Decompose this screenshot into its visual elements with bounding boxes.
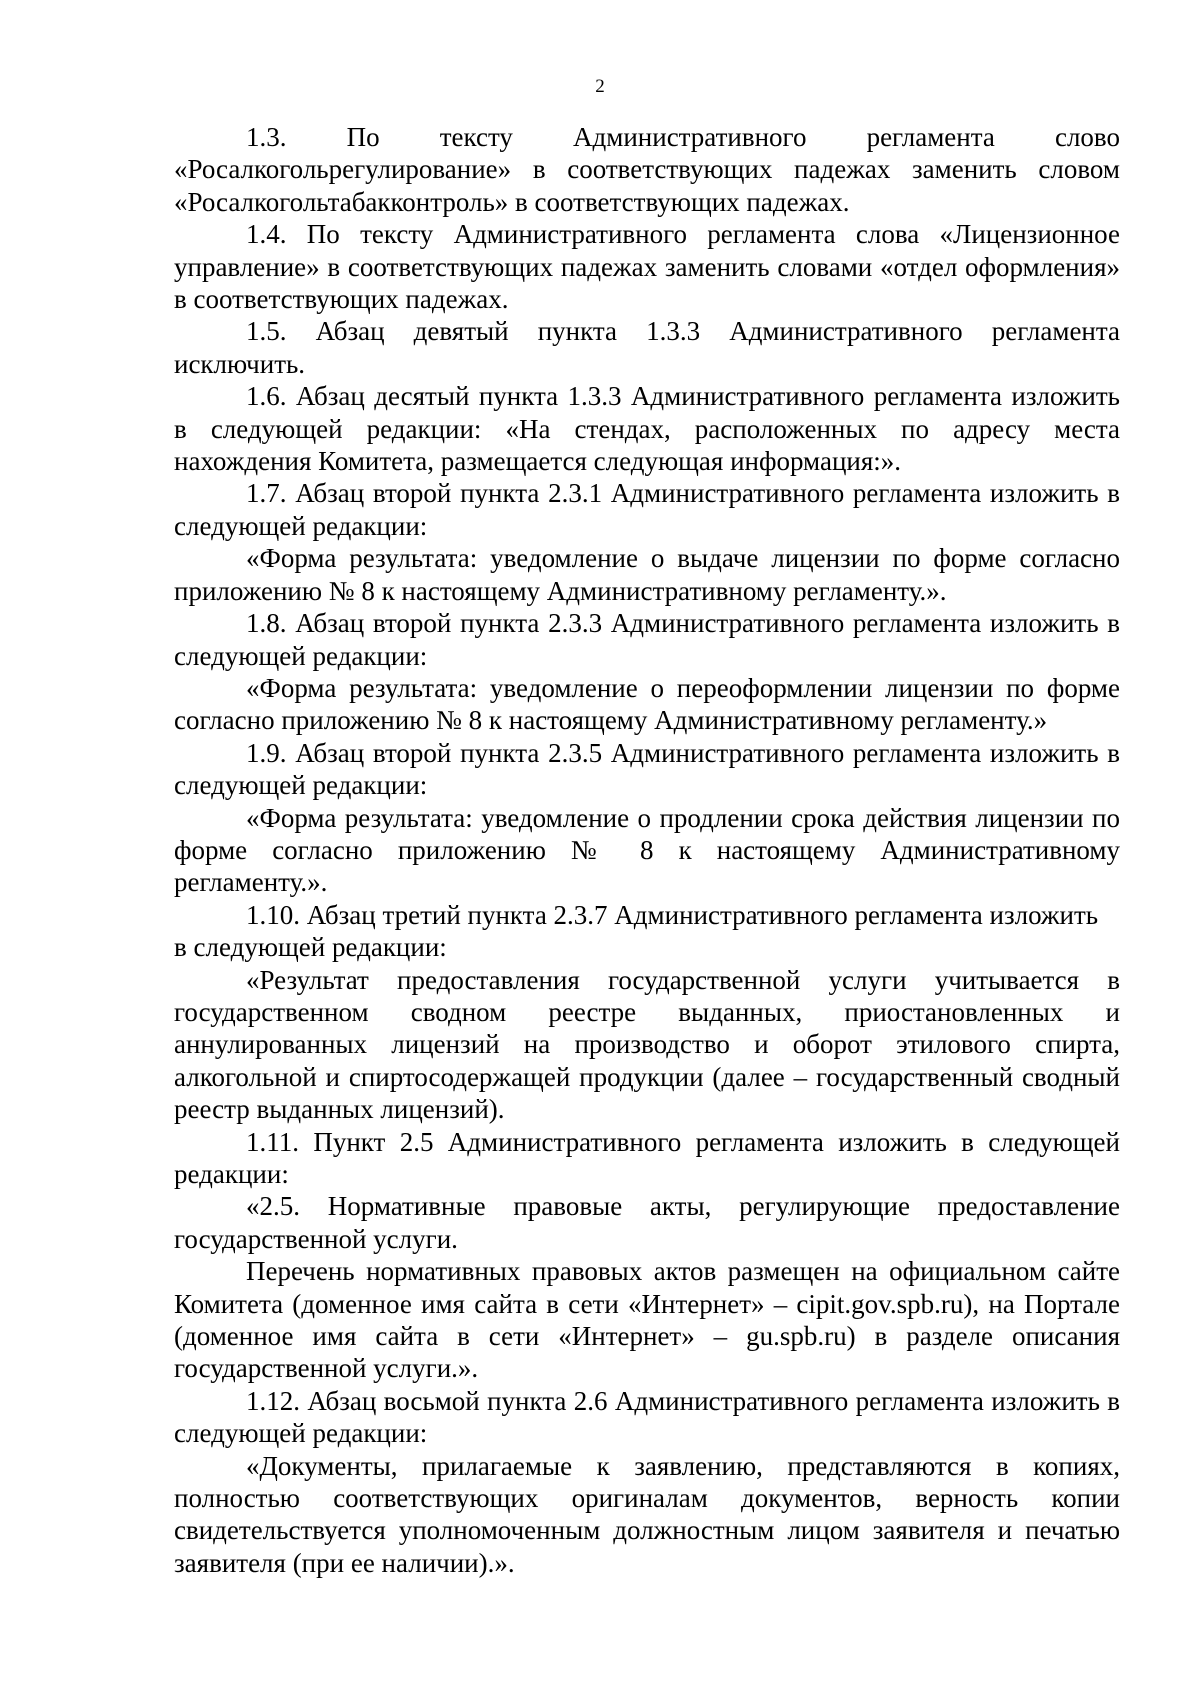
paragraph-1-8-quote: «Форма результата: уведомление о переоформлении лицензии по форме согласно приложению № 8 к настоящему Административному регламенту.» [174,672,1120,736]
paragraph-1-5: 1.5. Абзац девятый пункта 1.3.3 Административного регламента исключить. [174,316,1120,379]
paragraph-1-9-quote: «Форма результата: уведомление о продлении срока действия лицензии по форме согласно приложению № 8 к настоящему Административному регламенту.». [174,802,1120,898]
paragraph-1-10: 1.10. Абзац третий пункта 2.3.7 Административного регламента изложить [246,899,1099,930]
paragraph-1-11: 1.11. Пункт 2.5 Административного регламента изложить в следующей редакции: [174,1126,1120,1189]
paragraph-1-12: 1.12. Абзац восьмой пункта 2.6 Административного регламента изложить в следующей редакции: [174,1385,1120,1449]
paragraph-1-10-continuation: в следующей редакции: [174,932,447,963]
paragraph-2-5-heading: «2.5. Нормативные правовые акты, регулирующие предоставление государственной услуги. [174,1191,1120,1254]
paragraph-2-5-list: Перечень нормативных правовых актов размещен на официальном сайте Комитета (доменное имя сайта в сети «Интернет» – cipit.gov.spb.ru), на Портале (доменное имя сайта в сети «Интернет» – gu.spb.ru) в разделе описания государственной услуги.». [174,1256,1120,1384]
paragraph-1-9: 1.9. Абзац второй пункта 2.3.5 Административного регламента изложить в следующей редакции: [174,737,1120,801]
paragraph-1-10-quote: «Результат предоставления государственной услуги учитывается в государственном сводном реестре выданных, приостановленных и аннулированных лицензий на производство и оборот этилового спирта, алкогольной и спиртосодержащей продукции (далее – государственный сводный реестр выданных лицензий). [174,964,1120,1125]
paragraph-1-7-quote: «Форма результата: уведомление о выдаче лицензии по форме согласно приложению № 8 к настоящему Административному регламенту.». [174,543,1120,606]
page-number: 2 [595,76,605,97]
document-body [174,121,1120,1579]
paragraph-1-6: 1.6. Абзац десятый пункта 1.3.3 Административного регламента изложить в следующей редакции: «На стендах, расположенных по адресу места нахождения Комитета, размещается следующая информация:». [174,381,1120,477]
paragraph-1-8: 1.8. Абзац второй пункта 2.3.3 Административного регламента изложить в следующей редакции: [174,608,1120,671]
paragraph-1-3: 1.3. По тексту Административного регламента слово «Росалкогольрегулирование» в соответствующих падежах заменить словом «Росалкогольтабакконтроль» в соответствующих падежах. [174,122,1120,217]
paragraph-1-4: 1.4. По тексту Административного регламента слова «Лицензионное управление» в соответствующих падежах заменить словами «отдел оформления» в соответствующих падежах. [174,219,1120,315]
paragraph-1-12-quote: «Документы, прилагаемые к заявлению, представляются в копиях, полностью соответствующих оригиналам документов, верность копии свидетельствуется уполномоченным должностным лицом заявителя и печатью заявителя (при ее наличии).». [174,1450,1120,1578]
paragraph-1-7: 1.7. Абзац второй пункта 2.3.1 Административного регламента изложить в следующей редакции: [174,478,1120,541]
